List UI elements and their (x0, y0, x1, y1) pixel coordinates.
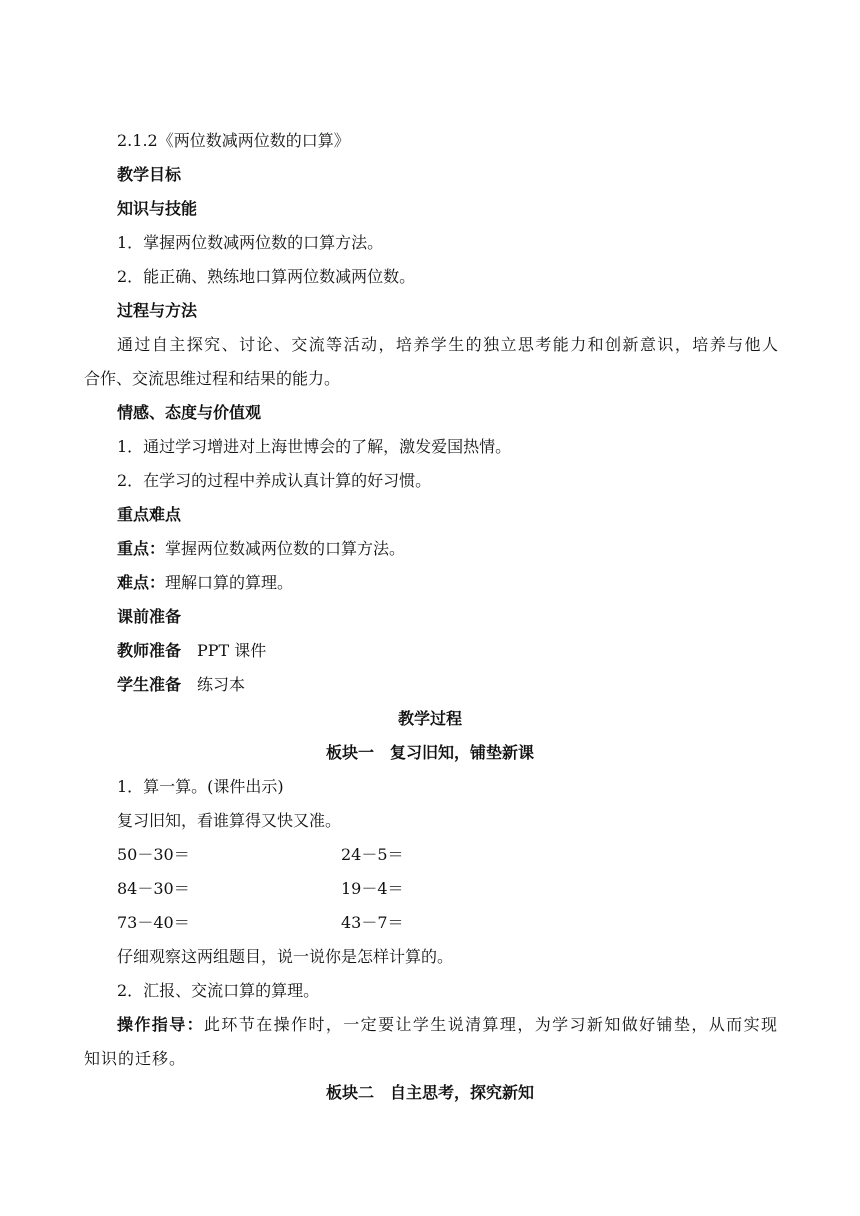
exercise-right-1: 24－5＝ (341, 845, 404, 864)
block1-step1: 1．算一算。(课件出示) (117, 777, 284, 796)
lesson-title: 2.1.2《两位数减两位数的口算》 (117, 131, 350, 150)
block1-intro: 复习旧知，看谁算得又快又准。 (117, 811, 342, 830)
knowledge-item-1: 1．掌握两位数减两位数的口算方法。 (117, 233, 384, 252)
preparation-heading: 课前准备 (117, 607, 182, 626)
student-preparation-line (117, 675, 245, 695)
operation-guide-line2: 知识的迁移。 (84, 1049, 187, 1068)
block1-step2: 2．汇报、交流口算的算理。 (117, 981, 320, 1000)
process-method-text-line1: 通过自主探究、讨论、交流等活动，培养学生的独立思考能力和创新意识，培养与他人 (117, 335, 778, 354)
difficult-point-label: 难点： (117, 573, 166, 592)
attitude-item-1: 1．通过学习增进对上海世博会的了解，激发爱国热情。 (117, 437, 512, 456)
operation-guide-label: 操作指导： (117, 1015, 205, 1034)
knowledge-item-2: 2．能正确、熟练地口算两位数减两位数。 (117, 267, 416, 286)
key-points-heading: 重点难点 (117, 505, 182, 524)
process-method-text-line2: 合作、交流思维过程和结果的能力。 (84, 369, 341, 388)
block1-observe: 仔细观察这两组题目，说一说你是怎样计算的。 (117, 947, 454, 966)
student-preparation-label: 学生准备 (117, 675, 182, 694)
difficult-point-text: 理解口算的算理。 (165, 573, 294, 592)
teacher-preparation-value: PPT 课件 (197, 641, 267, 660)
student-preparation-value: 练习本 (197, 675, 246, 694)
exercise-right-3: 43－7＝ (341, 913, 404, 932)
block2-heading: 板块二 自主思考，探究新知 (325, 1083, 534, 1102)
teacher-preparation-label: 教师准备 (117, 641, 182, 660)
process-heading: 教学过程 (397, 709, 462, 728)
difficult-point-line (117, 573, 293, 593)
exercise-right-2: 19－4＝ (341, 879, 404, 898)
teacher-preparation-line (117, 641, 266, 661)
goals-heading: 教学目标 (117, 165, 182, 184)
process-method-heading: 过程与方法 (117, 301, 198, 320)
knowledge-heading: 知识与技能 (117, 199, 198, 218)
exercise-left-2: 84－30＝ (117, 879, 190, 898)
exercise-left-3: 73－40＝ (117, 913, 190, 932)
attitude-item-2: 2．在学习的过程中养成认真计算的好习惯。 (117, 471, 432, 490)
operation-guide-line1 (117, 1015, 778, 1035)
block1-heading: 板块一 复习旧知，铺垫新课 (325, 743, 534, 762)
key-point-line (117, 539, 405, 559)
operation-guide-text: 此环节在操作时，一定要让学生说清算理，为学习新知做好铺垫，从而实现 (204, 1015, 778, 1034)
attitude-heading: 情感、态度与价值观 (117, 403, 262, 422)
key-point-label: 重点： (117, 539, 166, 558)
key-point-text: 掌握两位数减两位数的口算方法。 (165, 539, 406, 558)
exercise-left-1: 50－30＝ (117, 845, 190, 864)
